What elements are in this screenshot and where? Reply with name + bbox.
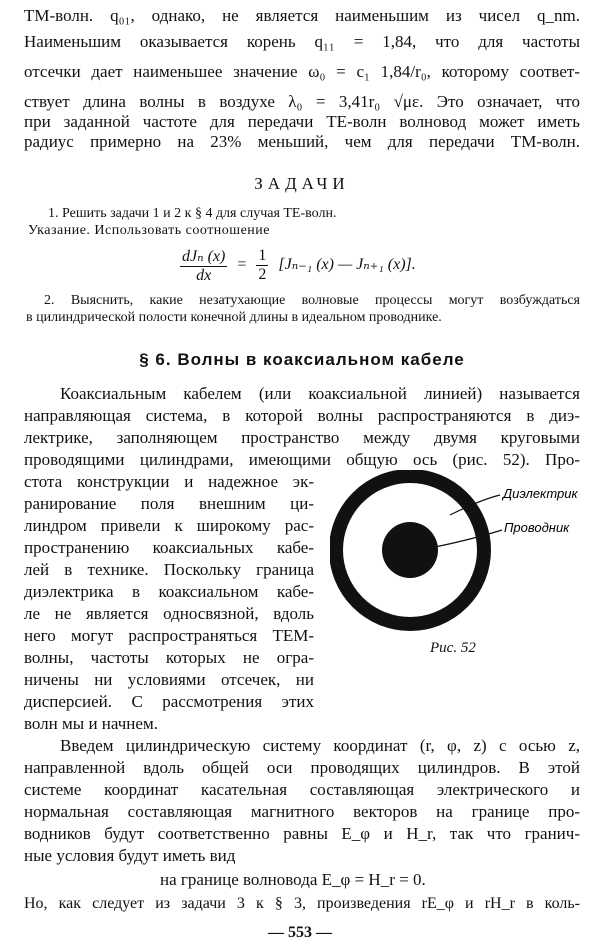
boundary-equation: на границе волновода E_φ = H_r = 0. [160, 870, 426, 889]
equals-sign: = [237, 256, 247, 274]
coaxial-cable-figure [330, 470, 590, 640]
derivative-fraction [180, 246, 227, 285]
text-line: отсечки дает наименьшее значение ω₀ = c₁ 1,84/r₀, которому соответ- [24, 62, 580, 81]
text-line: пространению коаксиальных кабе- [24, 538, 314, 557]
text-line: лектрике, заполняющем пространство между двумя круговыми [24, 428, 580, 447]
text-line: лей в технике. Поскольку граница [24, 560, 314, 579]
bessel-formula [180, 246, 416, 285]
text-line: TM-волн. q₀₁, однако, не является наименьшим из чисел q_nm. [24, 6, 580, 25]
text-line: водников будут соответственно равны E_φ и H_r, так что гранич- [24, 824, 580, 843]
formula-rhs: [Jₙ₋₁ (x) — Jₙ₊₁ (x)]. [278, 256, 416, 274]
text-line: радиус примерно на 23% меньший, чем для передачи TM-волн. [24, 132, 580, 151]
task-2-line: 2. Выяснить, какие незатухающие волновые процессы могут возбуждаться [44, 293, 580, 308]
task-1-line: 1. Решить задачи 1 и 2 к § 4 для случая TE-волн. [48, 206, 337, 221]
text-line: нормальная составляющая магнитного векторов на границе про- [24, 802, 580, 821]
dielectric-label: Диэлектрик [503, 486, 578, 501]
text-line: Но, как следует из задачи 3 к § 3, произведения rE_φ и rH_r в коль- [24, 895, 580, 912]
fraction-denominator: dx [196, 267, 212, 284]
conductor-label: Проводник [504, 520, 570, 535]
fraction-denominator: 2 [258, 266, 267, 283]
text-line: Введем цилиндрическую систему координат (r, φ, z) с осью z, [60, 736, 580, 755]
text-line: системе координат касательная составляющая электрического и [24, 780, 580, 799]
text-line: ствует длина волны в воздухе λ₀ = 3,41r₀ √με. Это означает, что [24, 92, 580, 111]
tasks-heading: ЗАДАЧИ [254, 174, 350, 193]
figure-caption: Рис. 52 [430, 640, 476, 656]
text-line: Наименьшим оказывается корень q₁₁ = 1,84, что для частоты [24, 32, 580, 51]
text-line: волны, частоты которых не огра- [24, 648, 314, 667]
text-line: при заданной частоте для передачи TE-волн волновод может иметь [24, 112, 580, 131]
text-line: Коаксиальным кабелем (или коаксиальной линией) называется [60, 384, 580, 403]
text-line: волн мы и начнем. [24, 714, 158, 733]
task-1-hint: Указание. Использовать соотношение [28, 223, 270, 238]
page-number: — 553 — [268, 924, 332, 941]
text-line: стота конструкции и надежное эк- [24, 472, 314, 491]
task-2-line: в цилиндрической полости конечной длины в идеальном проводнике. [26, 310, 442, 325]
text-line: направляющая система, в которой волны распространяются в диэ- [24, 406, 580, 425]
half-fraction [256, 247, 268, 284]
text-line: линдром привели к широкому рас- [24, 516, 314, 535]
text-line: ные условия будут иметь вид [24, 846, 236, 865]
text-line: ничены ни условиями отсечек, ни [24, 670, 314, 689]
section-heading: § 6. Волны в коаксиальном кабеле [139, 350, 465, 369]
text-line: дисперсией. С рассмотрения этих [24, 692, 314, 711]
text-line: ранирование поля внешним ци- [24, 494, 314, 513]
inner-conductor-disk [382, 522, 438, 578]
text-line: проводящими цилиндрами, имеющими общую ось (рис. 52). Про- [24, 450, 580, 469]
text-line: него могут распространяться TEM- [24, 626, 314, 645]
text-line: ле не является односвязной, вдоль [24, 604, 314, 623]
text-line: диэлектрика в коаксиальном кабе- [24, 582, 314, 601]
fraction-numerator: dJₙ (x) [182, 248, 226, 265]
fraction-numerator: 1 [258, 247, 267, 264]
text-line: направленной вдоль общей оси проводящих цилиндров. В этой [24, 758, 580, 777]
